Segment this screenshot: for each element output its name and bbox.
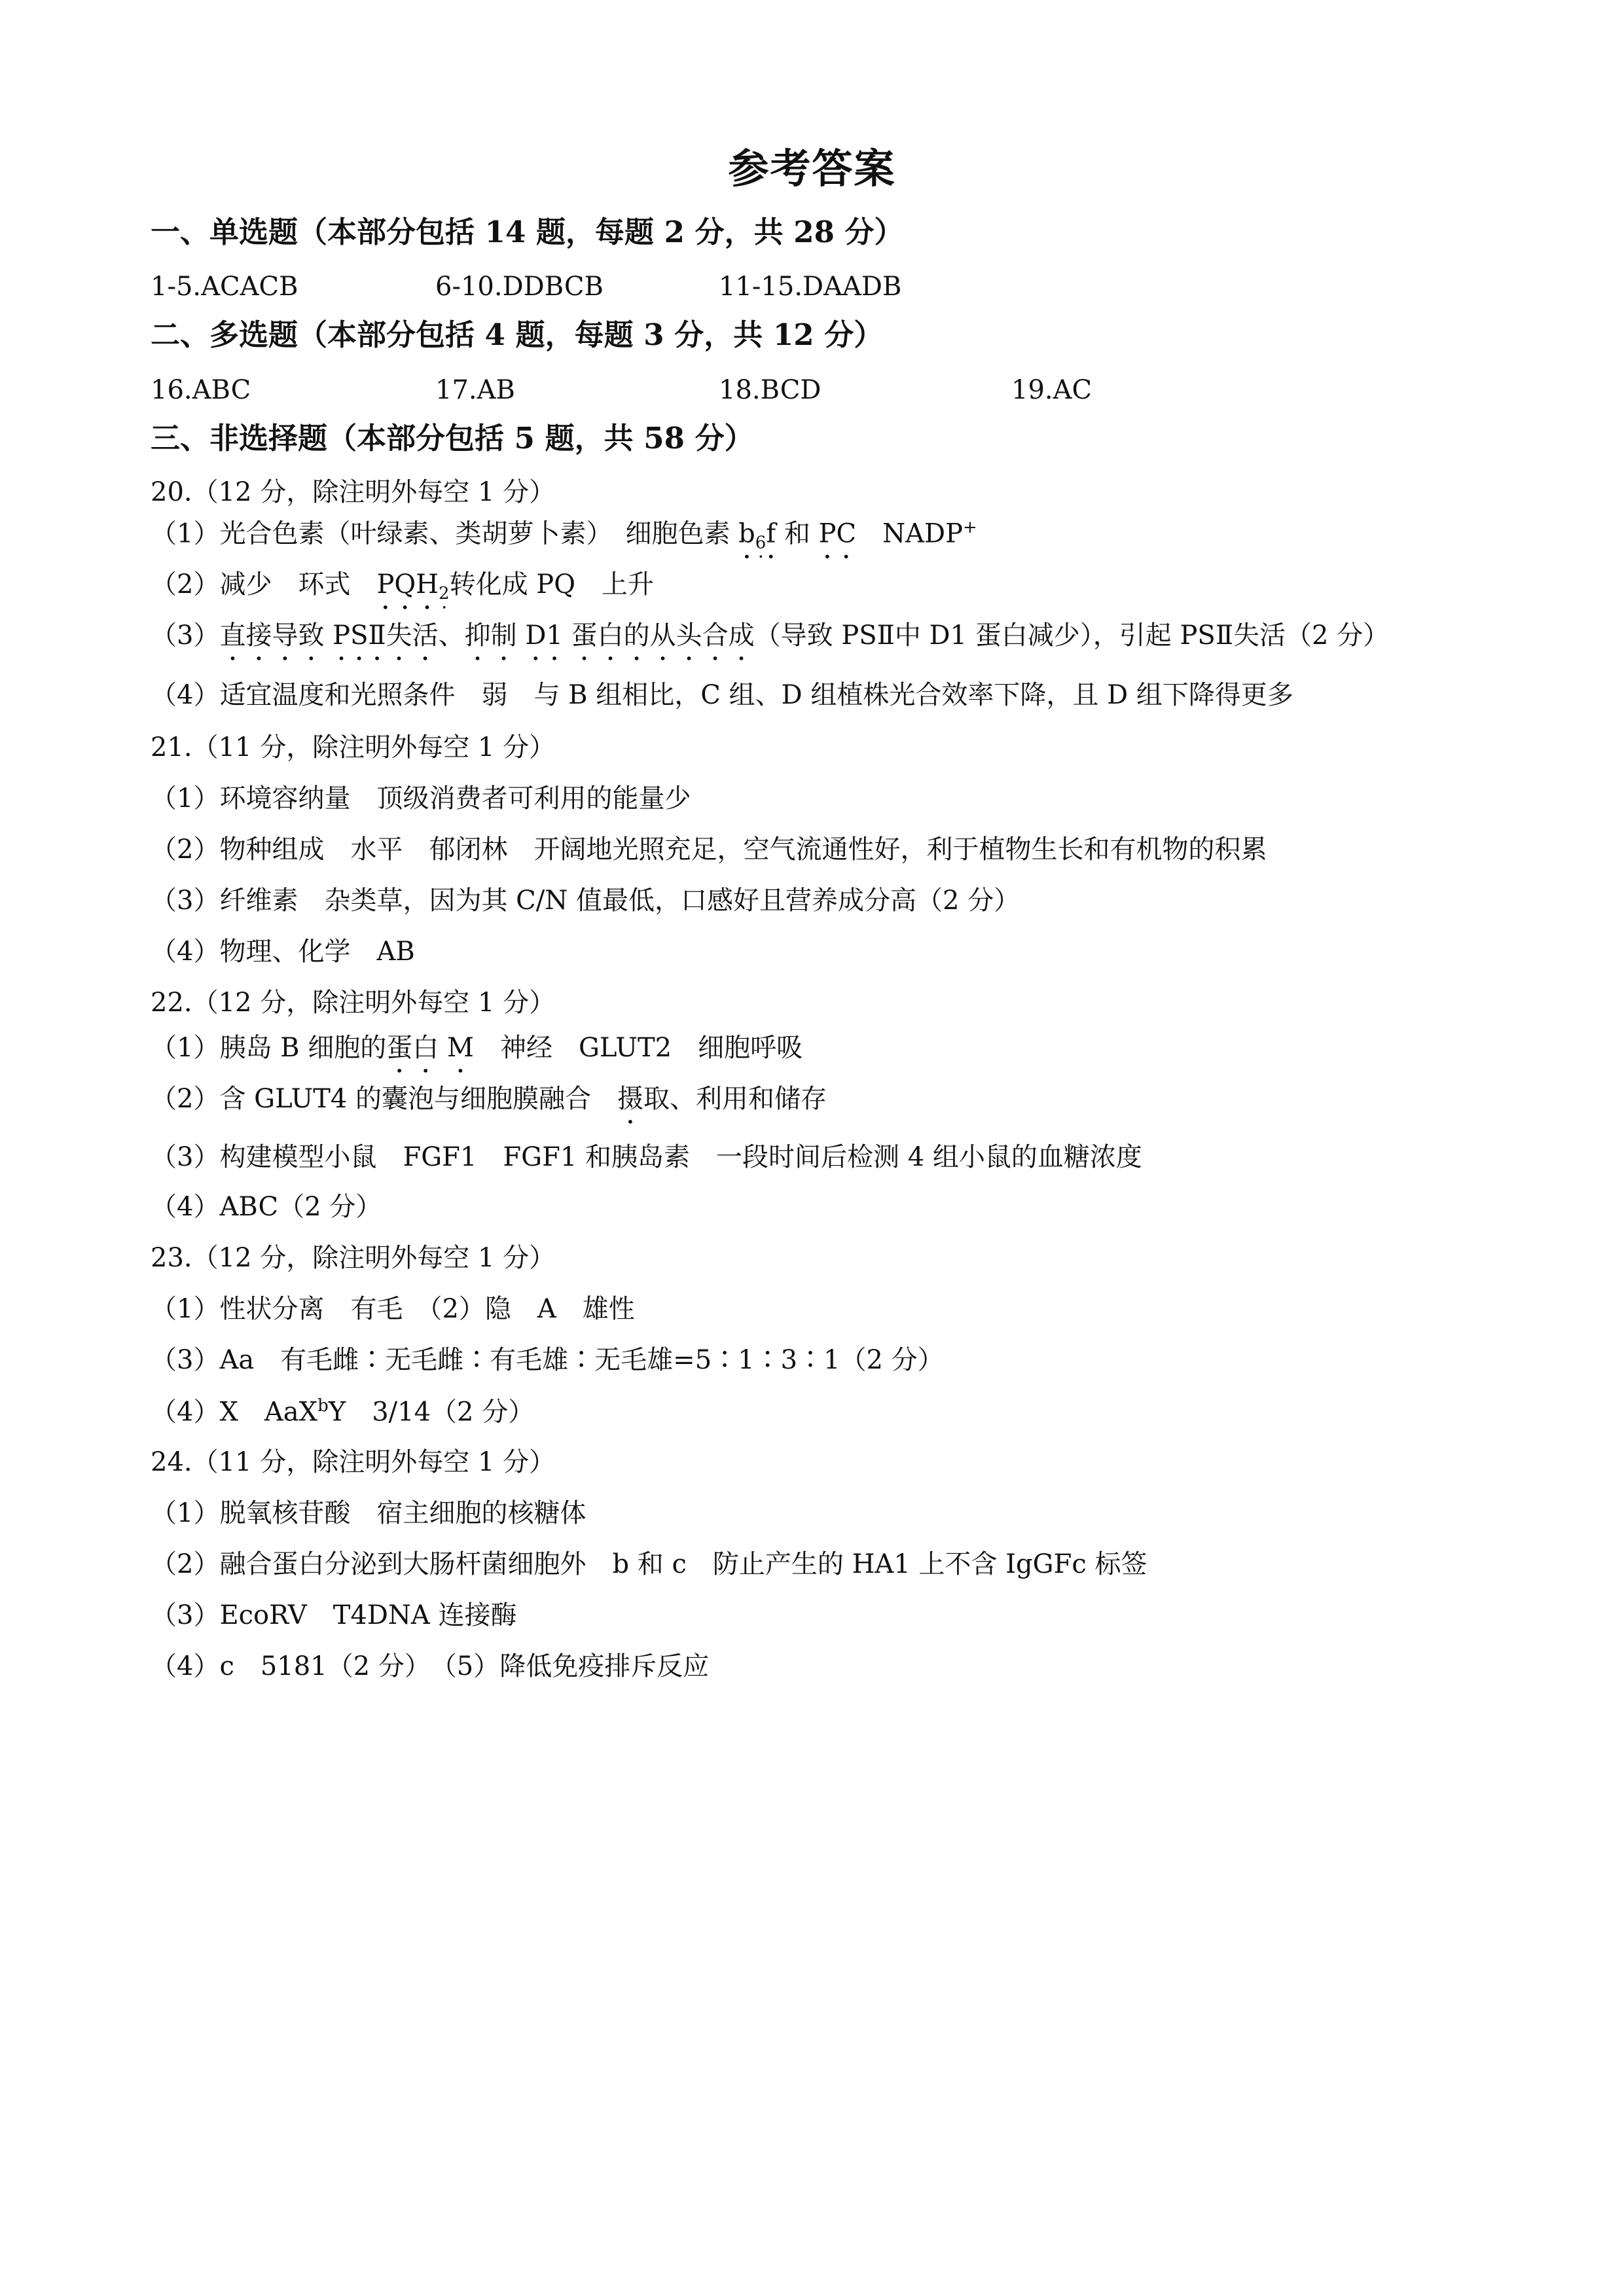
answer-16: 16.ABC — [151, 375, 251, 405]
answer-group-6-10: 6-10.DDBCB — [435, 272, 604, 302]
q23-header: 23.（12 分，除注明外每空 1 分） — [151, 1243, 556, 1273]
q21-answer-2: （2）物种组成 水平 郁闭林 开阔地光照充足，空气流通性好，利于植物生长和有机物的积累 — [151, 834, 1267, 865]
q24-answer-2: （2）融合蛋白分泌到大肠杆菌细胞外 b 和 c 防止产生的 HA1 上不含 IgGFc 标签 — [151, 1549, 1147, 1579]
q22-answer-2: （2）含 GLUT4 的囊泡与细胞膜融合 摄取、利用和储存 — [151, 1084, 827, 1114]
section-3-heading: 三、非选择题（本部分包括 5 题，共 58 分） — [151, 421, 754, 456]
q21-answer-4: （4）物理、化学 AB — [151, 937, 415, 967]
q22-header: 22.（12 分，除注明外每空 1 分） — [151, 988, 556, 1018]
q22-answer-1: （1）胰岛 B 细胞的蛋白 M 神经 GLUT2 细胞呼吸 — [151, 1033, 803, 1063]
q20-header: 20.（12 分，除注明外每空 1 分） — [151, 477, 556, 507]
q20-answer-2: （2）减少 环式 $PQH_2$转化成 PQ 上升 — [151, 569, 655, 603]
q23-answer-3: （3）Aa 有毛雌∶无毛雌∶有毛雄∶无毛雄=5∶1∶3∶1（2 分） — [151, 1345, 944, 1375]
q24-answer-3: （3）EcoRV T4DNA 连接酶 — [151, 1600, 517, 1630]
q20-answer-4: （4）适宜温度和光照条件 弱 与 B 组相比，C 组、D 组植株光合效率下降，且 D 组下降得更多 — [151, 680, 1293, 710]
answer-group-1-5: 1-5.ACACB — [151, 272, 298, 302]
q23-answer-1: （1）性状分离 有毛 （2）隐 A 雄性 — [151, 1294, 635, 1324]
q20-answer-1: （1）光合色素（叶绿素、类胡萝卜素） 细胞色素 $b_6f$ 和 PC NADP+ — [151, 518, 977, 553]
q22-answer-3: （3）构建模型小鼠 FGF1 FGF1 和胰岛素 一段时间后检测 4 组小鼠的血糖浓度 — [151, 1142, 1142, 1172]
answer-18: 18.BCD — [719, 375, 821, 405]
answer-group-11-15: 11-15.DAADB — [719, 272, 902, 302]
q24-answer-1: （1）脱氧核苷酸 宿主细胞的核糖体 — [151, 1498, 586, 1528]
answer-19: 19.AC — [1011, 375, 1092, 405]
q23-answer-4: （4）X AaX$^b$Y 3/14（2 分） — [151, 1396, 535, 1427]
section-1-heading: 一、单选题（本部分包括 14 题，每题 2 分，共 28 分） — [151, 215, 904, 249]
q24-header: 24.（11 分，除注明外每空 1 分） — [151, 1447, 556, 1477]
q21-header: 21.（11 分，除注明外每空 1 分） — [151, 732, 556, 762]
q24-answer-4-5: （4）c 5181（2 分） （5）降低免疫排斥反应 — [151, 1651, 710, 1681]
q21-answer-1: （1）环境容纳量 顶级消费者可利用的能量少 — [151, 783, 691, 814]
q22-answer-4: （4）ABC（2 分） — [151, 1192, 382, 1222]
q20-answer-3: （3）直接导致 PSⅡ失活、抑制 D1 蛋白的从头合成（导致 PSⅡ中 D1 蛋白减少），引起 PSⅡ失活（2 分） — [151, 620, 1390, 651]
section-2-heading: 二、多选题（本部分包括 4 题，每题 3 分，共 12 分） — [151, 317, 884, 352]
answer-17: 17.AB — [435, 375, 515, 405]
q21-answer-3: （3）纤维素 杂类草，因为其 C/N 值最低，口感好且营养成分高（2 分） — [151, 886, 1020, 916]
page-title: 参考答案 — [728, 145, 896, 192]
